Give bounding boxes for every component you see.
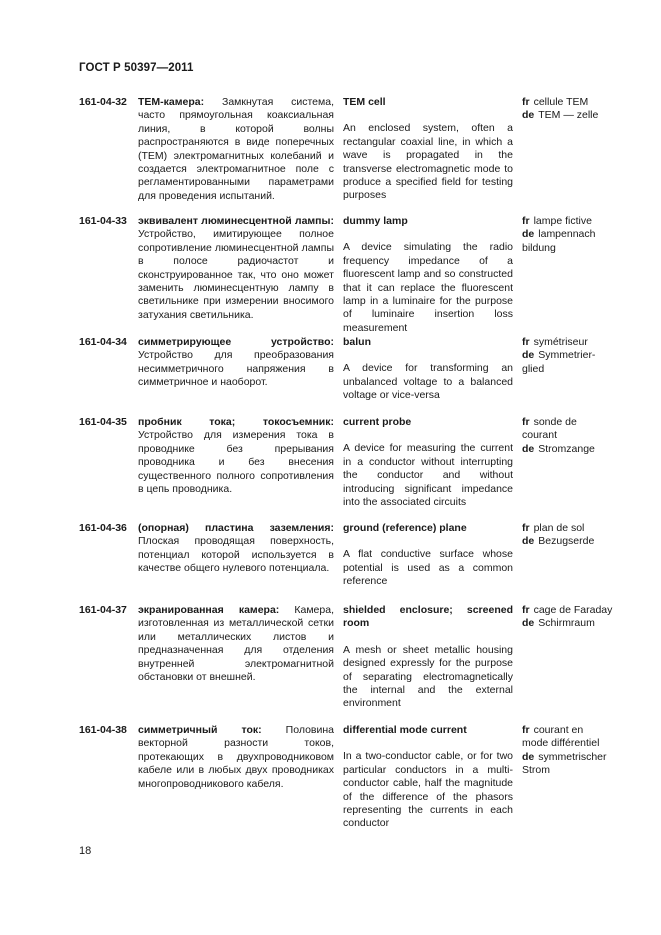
en-definition	[343, 215, 513, 335]
de-row: de Bezugserde	[522, 535, 595, 548]
de-row: de TEM — zelle	[522, 109, 599, 122]
fr-term: cellule TEM	[533, 96, 589, 108]
de-term: lampennach bildung	[522, 228, 596, 254]
ru-definition	[138, 336, 334, 390]
de-term: Bezugserde	[538, 535, 595, 548]
ru-definition	[138, 215, 334, 322]
fr-term: courant en mode différentiel	[522, 724, 600, 750]
en-term: balun	[343, 336, 371, 348]
ru-term: экранированная камера:	[138, 604, 280, 616]
en-text: A device for transforming an unbalanced voltage to a balanced voltage or vice-versa	[343, 362, 513, 402]
ru-text: Замкнутая система, часто прямоугольная коаксиальная линия, в которой волны распространяются в виде поперечных (ТЕМ) электромагнитных колебаний и создается электромагнитное поле с регламентированными параметрами для проведения испытаний.	[138, 96, 334, 202]
en-definition	[343, 522, 513, 589]
fr-row: fr cellule TEM	[522, 96, 589, 108]
fr-term: symétriseur	[533, 336, 588, 348]
en-text: A mesh or sheet metallic housing designed expressly for the purpose of separating electromagnetically the internal and the external environment	[343, 643, 513, 710]
lang-equivalents	[522, 416, 622, 456]
de-term: Schirmraum	[538, 617, 595, 630]
fr-term: cage de Faraday	[533, 604, 613, 616]
ru-definition	[138, 724, 334, 791]
en-term: TEM cell	[343, 96, 386, 108]
ru-definition	[138, 522, 334, 576]
en-definition	[343, 604, 513, 711]
entry-number: 161-04-38	[79, 724, 127, 736]
ru-term: пробник тока; токосъемник:	[138, 416, 334, 428]
ru-text: Устройство, имитирующее полное сопротивление люминесцентной лампы в полосе радиочастот и сконструированное так, что оно может заменить люминесцентную лампу в светильнике при измерении вносимого затухания светильника.	[138, 228, 334, 321]
fr-row: fr lampe fictive	[522, 215, 592, 227]
de-term: TEM — zelle	[538, 109, 599, 122]
fr-row: fr cage de Faraday	[522, 604, 613, 616]
de-row: de Schirmraum	[522, 617, 595, 630]
document-header: ГОСТ Р 50397—2011	[79, 62, 194, 74]
fr-row: fr courant en mode différentiel	[522, 724, 600, 750]
ru-text: Устройство для преобразования несимметричного напряжения в симметричное и наоборот.	[138, 349, 334, 389]
fr-term: plan de sol	[533, 522, 585, 534]
de-row: de Stromzange	[522, 442, 595, 455]
de-term: Symmetrier-glied	[522, 349, 596, 375]
ru-text: Половина векторной разности токов, протекающих в двухпроводниковом кабеле или в любых двух проводниках многопроводникового кабеля.	[138, 724, 334, 790]
entry-number: 161-04-36	[79, 522, 127, 534]
ru-term: эквивалент люминесцентной лампы:	[138, 215, 334, 227]
en-definition	[343, 336, 513, 403]
ru-text: Плоская проводящая поверхность, потенциал которой используется в качестве общего нулевого потенциала.	[138, 535, 334, 575]
ru-definition	[138, 96, 334, 203]
en-term: ground (reference) plane	[343, 522, 467, 534]
en-definition	[343, 416, 513, 509]
en-term: differential mode current	[343, 724, 467, 736]
en-term: current probe	[343, 416, 412, 428]
en-definition	[343, 96, 513, 203]
lang-equivalents	[522, 522, 622, 549]
en-text: A device for measuring the current in a conductor without interrupting the conductor and without introducing significant impedance into the associated circuits	[343, 442, 513, 509]
entry-number: 161-04-35	[79, 416, 127, 428]
entry-number: 161-04-34	[79, 336, 127, 348]
fr-term: lampe fictive	[533, 215, 592, 227]
de-term: Stromzange	[538, 442, 595, 455]
lang-equivalents	[522, 604, 622, 631]
en-definition	[343, 724, 513, 831]
ru-term: ТЕМ-камера:	[138, 96, 205, 108]
fr-row: fr symétriseur	[522, 336, 588, 348]
en-text: In a two-conductor cable, or for two particular conductors in a multi-conductor cable, half the magnitude of the difference of the phasors representing the currents in each conductor	[343, 750, 513, 830]
lang-equivalents	[522, 724, 622, 778]
de-term: symmetrischer Strom	[522, 750, 607, 777]
de-row: de lampennach bildung	[522, 228, 596, 254]
fr-row: fr plan de sol	[522, 522, 585, 534]
entry-number: 161-04-37	[79, 604, 127, 616]
ru-term: симметричный ток:	[138, 724, 262, 736]
en-text: A flat conductive surface whose potential is used as a common reference	[343, 548, 513, 588]
lang-equivalents	[522, 215, 622, 255]
ru-text: Устройство для измерения тока в проводнике без прерывания проводника и без внесения существенного полного сопротивления в цепь проводника.	[138, 429, 334, 496]
ru-definition	[138, 604, 334, 684]
ru-text: Камера, изготовленная из металлической сетки или металлических листов и предназначенная для отделения внутренней электромагнитной обстановки от внешней.	[138, 604, 334, 684]
en-term: shielded enclosure; screened room	[343, 604, 513, 630]
de-row: de symmetrischer Strom	[522, 750, 607, 777]
en-text: A device simulating the radio frequency impedance of a fluorescent lamp and so constructed that it can replace the fluorescent lamp in a luminaire for the purpose of luminaire insertion loss measurement	[343, 241, 513, 334]
en-text: An enclosed system, often a rectangular coaxial line, in which a wave is propagated in the transverse electromagnetic mode to produce a specified field for testing purposes	[343, 122, 513, 202]
page-number: 18	[79, 845, 92, 857]
de-row: de Symmetrier-glied	[522, 349, 596, 375]
fr-term: sonde de courant	[522, 416, 577, 442]
entry-number: 161-04-33	[79, 215, 127, 227]
lang-equivalents	[522, 96, 622, 123]
en-term: dummy lamp	[343, 215, 408, 227]
ru-term: (опорная) пластина заземления:	[138, 522, 334, 534]
lang-equivalents	[522, 336, 622, 376]
entry-number: 161-04-32	[79, 96, 127, 108]
ru-term: симметрирующее устройство:	[138, 336, 334, 348]
fr-row: fr sonde de courant	[522, 416, 577, 442]
ru-definition	[138, 416, 334, 496]
